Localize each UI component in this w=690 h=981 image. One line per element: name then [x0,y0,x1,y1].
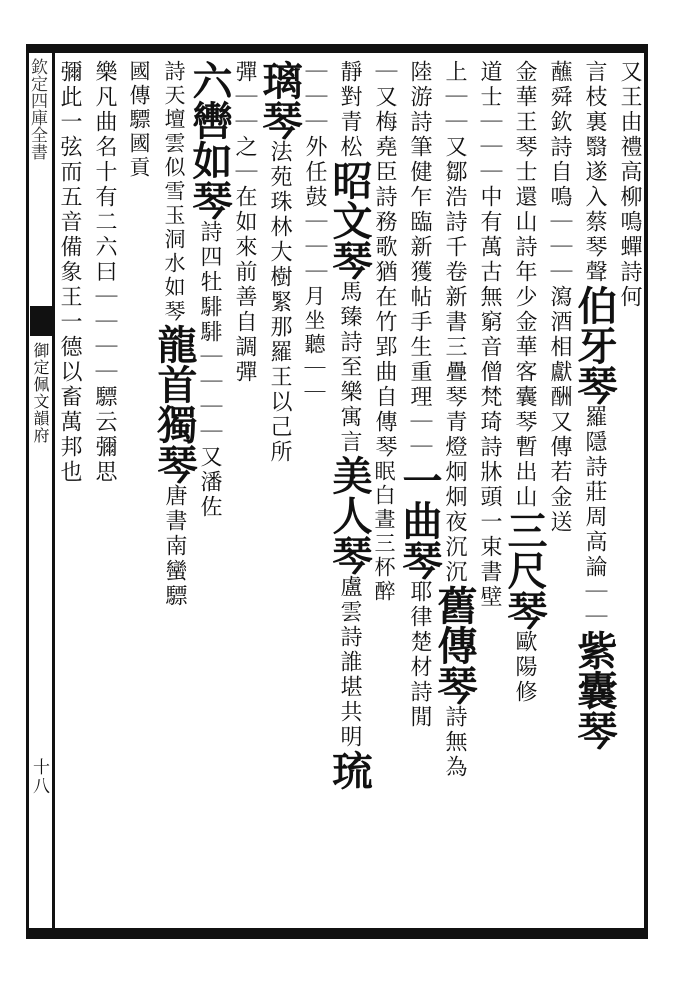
entry-text: 唐書南蠻驃 [162,484,187,609]
header-fragment: 欽定四庫全書 [27,58,47,160]
text-column [186,60,233,920]
entry-heading: 紫囊琴 [571,630,618,750]
entry-text: 樂凡曲名十有二六曰｜｜｜｜驃云彌思 [92,60,117,485]
fish-tail-mark [30,306,52,336]
entry-text: 國傳驃國貢 [127,60,151,180]
text-column [52,60,86,920]
bottom-border-rule [26,928,648,939]
entry-text: 羅隱詩莊周高論｜｜ [582,405,607,630]
entry-text: 詩四牡騑騑｜｜｜｜又潘佐 [197,220,222,520]
text-column [256,60,303,920]
text-column [612,60,646,920]
entry-text: 上｜｜又鄒浩詩千卷新書三疊琴青燈炯炯夜沉沉 [442,60,467,585]
entry-text: 彌此一弦而五音備象王一德以畜萬邦也 [57,60,82,485]
entry-heading: 龍首獨琴 [151,324,198,484]
entry-text: ｜｜｜ [302,60,327,135]
text-column [571,60,618,920]
entry-text: 靜對青松 [337,60,362,160]
page-number: 十八 [29,758,49,796]
entry-text: 詩無為 [442,705,467,780]
entry-heading: 六轡如琴 [186,60,233,220]
text-column [501,60,548,920]
entry-text: 馬臻詩至樂寓言 [337,280,362,455]
entry-text: 月坐聽｜｜ [302,285,326,405]
entry-text: 蘸舜欽詩自鳴｜｜｜瀉酒相獻酬又傳若金送 [547,60,572,535]
text-column [87,60,121,920]
entry-text: 歐陽修 [512,630,537,705]
entry-text: ｜又梅堯臣詩務歌猶在竹郢曲自傳琴 [372,60,397,460]
text-column [542,60,576,920]
entry-text: 道士｜｜｜中有萬古無窮音僧梵琦詩牀頭一束書壁 [477,60,502,610]
text-column [472,60,506,920]
entry-heading: 昭文琴 [326,160,373,280]
entry-text: 又王由禮高柳鳴蟬詩何 [617,60,642,310]
text-column [396,60,443,920]
book-title: 御定佩文韻府 [31,342,50,444]
entry-text: 詩天壇雲似雪玉洞水如琴 [162,60,186,324]
entry-heading: 美人琴 [326,455,373,575]
entry-text: 盧雲詩誰堪共明 [337,575,362,750]
entry-text: 金華王琴士還山詩年少金華客囊琴暫出山 [512,60,537,510]
entry-text: 法苑珠林大樹緊那羅王以己所 [267,140,292,465]
entry-text: 外任鼓｜｜｜ [302,135,327,285]
entry-text: 彈｜｜之｜在如來前善自調彈 [232,60,257,385]
entry-text: 言枝裏翳遂入蔡琴聲 [582,60,607,285]
entry-heading: 璃琴 [256,60,303,140]
text-column [122,60,156,920]
text-column [326,60,373,920]
top-border-rule [26,44,648,53]
entry-heading: 伯牙琴 [571,285,618,405]
text-column [151,60,198,920]
entry-heading: 三尺琴 [501,510,548,630]
entry-text: 眠白晝三杯醉 [372,460,396,604]
entry-heading: 琉 [326,750,373,790]
entry-text: 耶律楚材詩閒 [407,580,432,730]
text-column [297,60,331,920]
entry-heading: 舊傳琴 [431,585,478,705]
left-outer-rule [26,44,29,939]
entry-heading: 一曲琴 [396,460,443,580]
entry-text: 陸游詩筆健乍臨新獲帖手生重理｜｜ [407,60,432,460]
